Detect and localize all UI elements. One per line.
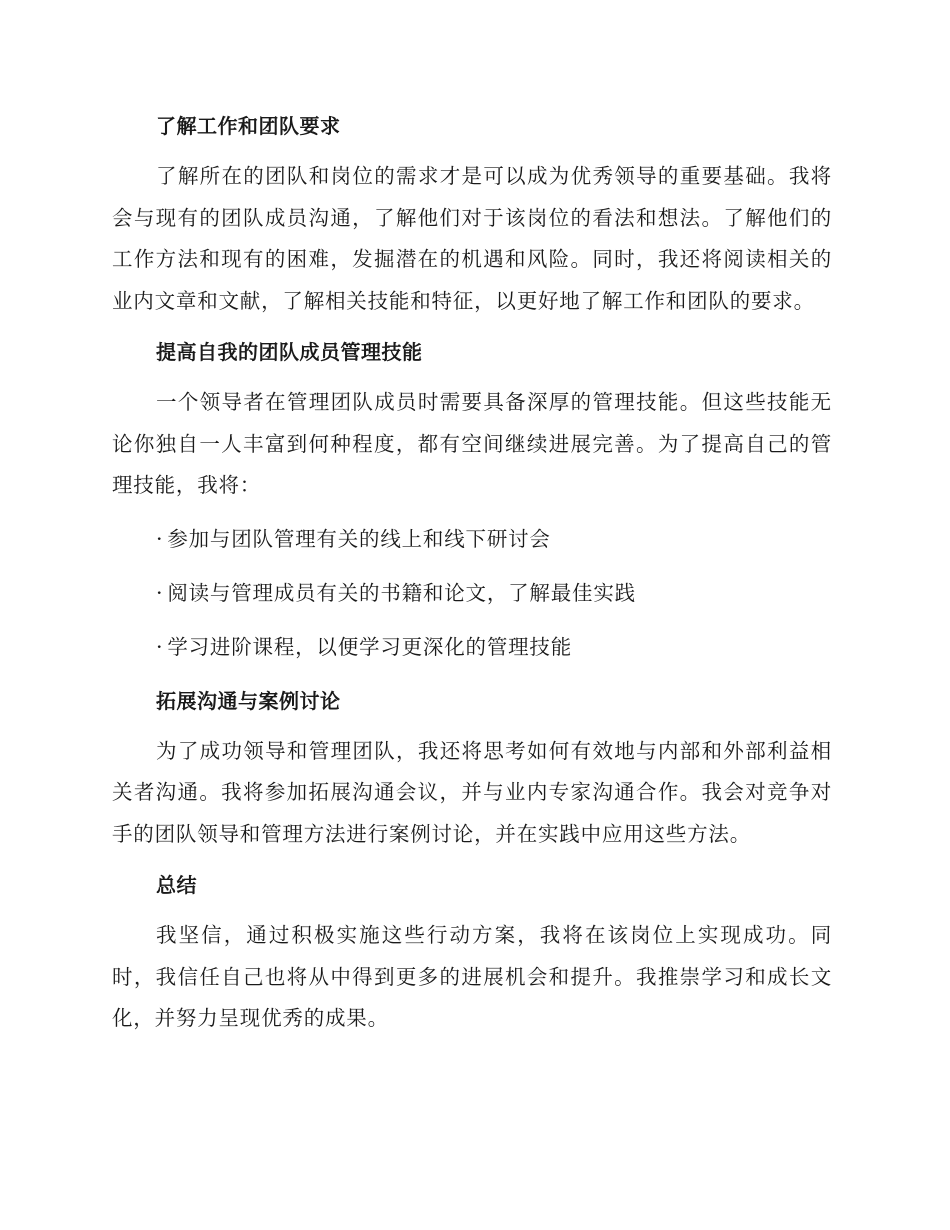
body-paragraph: 一个领导者在管理团队成员时需要具备深厚的管理技能。但这些技能无论你独自一人丰富到何种程度，都有空间继续进展完善。为了提高自己的管理技能，我将： [112,390,832,497]
bullet-text: 阅读与管理成员有关的书籍和论文，了解最佳实践 [167,580,636,605]
body-paragraph: 为了成功领导和管理团队，我还将思考如何有效地与内部和外部利益相关者沟通。我将参加拓展沟通会议，并与业内专家沟通合作。我会对竞争对手的团队领导和管理方法进行案例讨论，并在实践中应用这些方法。 [112,738,832,846]
document-page [112,108,832,1052]
bullet-text: 学习进阶课程，以便学习更深化的管理技能 [167,634,573,659]
bullet-dot-icon: · [156,580,164,605]
body-paragraph: 我坚信，通过积极实施这些行动方案，我将在该岗位上实现成功。同时，我信任自己也将从中得到更多的进展机会和提升。我推崇学习和成长文化，并努力呈现优秀的成果。 [112,923,832,1030]
section-summary [112,867,832,1040]
section-management-skills [112,334,832,665]
bullet-text: 参加与团队管理有关的线上和线下研讨会 [167,526,551,551]
section-heading: 提高自我的团队成员管理技能 [156,340,423,364]
section-communication [112,683,832,856]
bullet-item [112,575,832,611]
bullet-item [112,521,832,557]
body-paragraph: 了解所在的团队和岗位的需求才是可以成为优秀领导的重要基础。我将会与现有的团队成员沟通，了解他们对于该岗位的看法和想法。了解他们的工作方法和现有的困难，发掘潜在的机遇和风险。同时，我还将阅读相关的业内文章和文献，了解相关技能和特征，以更好地了解工作和团队的要求。 [112,164,832,313]
section-heading: 总结 [156,873,197,897]
bullet-dot-icon: · [156,634,164,659]
section-heading: 了解工作和团队要求 [156,114,341,138]
section-understand-work [112,108,832,322]
bullet-dot-icon: · [156,526,164,551]
section-heading: 拓展沟通与案例讨论 [156,688,341,713]
bullet-item [112,629,832,665]
